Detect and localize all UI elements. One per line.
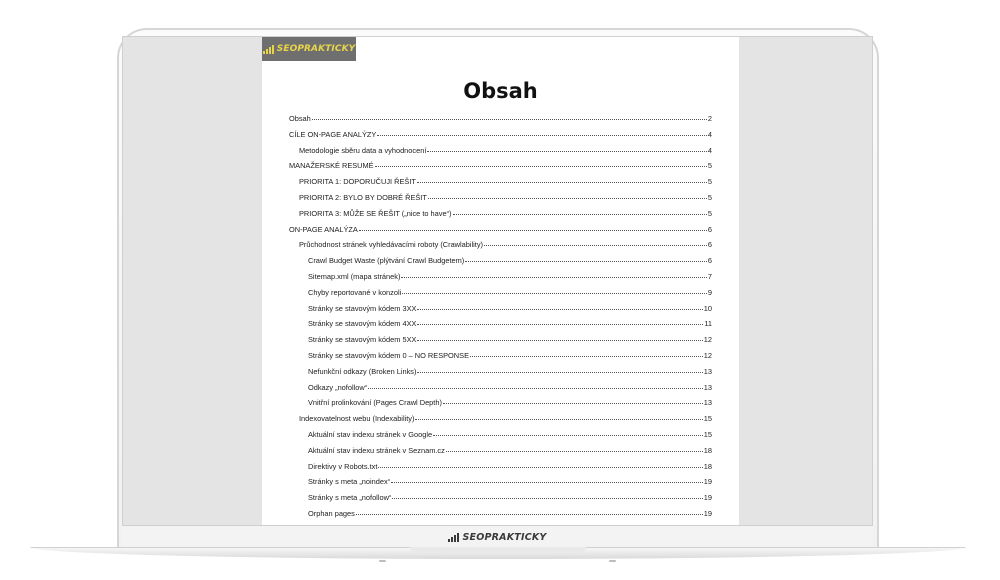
toc-dot-leader <box>446 451 703 452</box>
document-page <box>262 37 739 526</box>
toc-dot-leader <box>391 482 703 483</box>
toc-dot-leader <box>443 403 703 404</box>
toc-entry-page: 4 <box>707 129 712 139</box>
toc-entry[interactable] <box>289 509 712 525</box>
toc-entry-label: PRIORITA 3: MŮŽE SE ŘEŠIT („nice to have“) <box>299 208 452 218</box>
toc-entry[interactable] <box>289 240 712 256</box>
screen-bezel-bottom <box>122 526 873 548</box>
toc-entry-label: Nefunkční odkazy (Broken Links) <box>308 366 417 376</box>
toc-dot-leader <box>312 119 707 120</box>
toc-entry[interactable] <box>289 430 712 446</box>
page-title: Obsah <box>463 79 538 103</box>
toc-dot-leader <box>417 324 703 325</box>
toc-entry-page: 6 <box>707 240 712 250</box>
toc-dot-leader <box>453 214 707 215</box>
toc-dot-leader <box>359 230 707 231</box>
toc-entry-label: Crawl Budget Waste (plýtvání Crawl Budgetem) <box>308 256 465 266</box>
toc-entry-page: 15 <box>703 429 712 439</box>
toc-entry[interactable] <box>289 130 712 146</box>
toc-entry-page: 6 <box>707 256 712 266</box>
toc-dot-leader <box>428 198 707 199</box>
toc-dot-leader <box>402 293 707 294</box>
toc-entry-label: Stránky s meta „nofollow“ <box>308 493 392 503</box>
toc-entry-page: 19 <box>703 477 712 487</box>
toc-entry[interactable] <box>289 288 712 304</box>
toc-dot-leader <box>415 419 702 420</box>
toc-entry-label: Odkazy „nofollow“ <box>308 382 368 392</box>
toc-entry[interactable] <box>289 161 712 177</box>
laptop-screen <box>122 36 873 526</box>
toc-entry-page: 5 <box>707 161 712 171</box>
toc-entry-label: Direktivy v Robots.txt <box>308 461 378 471</box>
toc-entry-page: 6 <box>707 224 712 234</box>
toc-dot-leader <box>484 245 707 246</box>
bezel-logo-text: SEOPRAKTICKY <box>462 531 547 543</box>
toc-entry-page: 11 <box>704 319 712 329</box>
toc-entry-label: Vnitřní prolinkování (Pages Crawl Depth) <box>308 398 442 408</box>
toc-entry[interactable] <box>289 146 712 162</box>
toc-entry-label: PRIORITA 1: DOPORUČUJI ŘEŠIT <box>299 177 416 187</box>
toc-entry-label: Chyby reportované v konzoli <box>308 287 402 297</box>
toc-entry-page: 19 <box>703 493 712 503</box>
toc-entry-page: 2 <box>707 114 712 123</box>
toc-dot-leader <box>377 135 707 136</box>
toc-dot-leader <box>417 182 707 183</box>
toc-dot-leader <box>433 435 703 436</box>
bezel-logo <box>448 532 546 543</box>
toc-entry[interactable] <box>289 114 712 130</box>
toc-dot-leader <box>417 340 702 341</box>
toc-entry-page: 5 <box>707 177 712 187</box>
document-logo-text: SEOPRAKTICKY <box>276 44 356 54</box>
toc-entry-label: Aktuální stav indexu stránek v Seznam.cz <box>308 445 445 455</box>
bar-chart-icon <box>448 533 459 542</box>
table-of-contents <box>289 114 712 525</box>
toc-entry-page: 13 <box>703 366 712 376</box>
toc-entry-page: 12 <box>703 350 712 360</box>
toc-entry-label: Stránky se stavovým kódem 5XX <box>308 335 417 345</box>
toc-entry-page: 18 <box>703 461 712 471</box>
toc-entry-page: 13 <box>703 382 712 392</box>
toc-entry[interactable] <box>289 414 712 430</box>
toc-entry-page: 18 <box>703 445 712 455</box>
toc-entry[interactable] <box>289 383 712 399</box>
toc-entry-label: Metodologie sběru data a vyhodnocení <box>299 145 427 155</box>
toc-entry-label: Stránky se stavovým kódem 4XX <box>308 319 417 329</box>
toc-entry-page: 15 <box>703 414 712 424</box>
toc-entry-label: Sitemap.xml (mapa stránek) <box>308 271 401 281</box>
toc-entry-page: 12 <box>703 335 712 345</box>
toc-entry-page: 9 <box>707 287 712 297</box>
toc-entry-label: PRIORITA 2: BYLO BY DOBRÉ ŘEŠIT <box>299 192 427 202</box>
toc-entry-page: 4 <box>707 145 712 155</box>
toc-entry[interactable] <box>289 193 712 209</box>
toc-dot-leader <box>368 388 703 389</box>
toc-entry-page: 5 <box>707 192 712 202</box>
toc-entry-label: Stránky se stavovým kódem 0 – NO RESPONSE <box>308 350 470 360</box>
toc-dot-leader <box>417 372 702 373</box>
toc-entry-label: CÍLE ON-PAGE ANALÝZY <box>289 129 377 139</box>
toc-entry-label: ON-PAGE ANALÝZA <box>289 224 358 234</box>
toc-entry-label: Obsah <box>289 114 311 123</box>
toc-entry-page: 5 <box>707 208 712 218</box>
toc-entry[interactable] <box>289 209 712 225</box>
toc-dot-leader <box>417 309 702 310</box>
toc-entry[interactable] <box>289 256 712 272</box>
toc-entry[interactable] <box>289 367 712 383</box>
toc-entry-label: Indexovatelnost webu (Indexability) <box>299 414 415 424</box>
toc-dot-leader <box>465 261 707 262</box>
toc-dot-leader <box>375 166 707 167</box>
toc-entry[interactable] <box>289 177 712 193</box>
toc-dot-leader <box>392 498 702 499</box>
toc-entry-page: 13 <box>703 398 712 408</box>
toc-entry[interactable] <box>289 398 712 414</box>
laptop-notch <box>410 547 586 552</box>
toc-entry-page: 19 <box>703 508 712 518</box>
toc-entry[interactable] <box>289 335 712 351</box>
laptop-foot <box>609 560 616 562</box>
toc-entry[interactable] <box>289 304 712 320</box>
toc-entry-page: 10 <box>703 303 712 313</box>
toc-entry-page: 7 <box>707 271 712 281</box>
toc-entry[interactable] <box>289 493 712 509</box>
toc-entry-label: Průchodnost stránek vyhledávacími roboty (Crawlability) <box>299 240 484 250</box>
toc-entry-label: MANAŽERSKÉ RESUMÉ <box>289 161 374 171</box>
toc-entry-label: Stránky s meta „noindex“ <box>308 477 391 487</box>
toc-dot-leader <box>401 277 706 278</box>
toc-entry[interactable] <box>289 272 712 288</box>
toc-dot-leader <box>427 151 707 152</box>
toc-entry-label: Aktuální stav indexu stránek v Google <box>308 429 433 439</box>
toc-dot-leader <box>356 514 703 515</box>
toc-entry-label: Orphan pages <box>308 508 355 518</box>
toc-entry[interactable] <box>289 446 712 462</box>
laptop-foot <box>379 560 386 562</box>
bar-chart-icon <box>263 45 274 54</box>
toc-dot-leader <box>378 467 702 468</box>
toc-entry[interactable] <box>289 351 712 367</box>
toc-entry[interactable] <box>289 319 712 335</box>
toc-entry-label: Stránky se stavovým kódem 3XX <box>308 303 417 313</box>
toc-dot-leader <box>470 356 703 357</box>
document-logo <box>262 37 356 61</box>
toc-entry[interactable] <box>289 477 712 493</box>
toc-entry[interactable] <box>289 462 712 478</box>
toc-entry[interactable] <box>289 225 712 241</box>
